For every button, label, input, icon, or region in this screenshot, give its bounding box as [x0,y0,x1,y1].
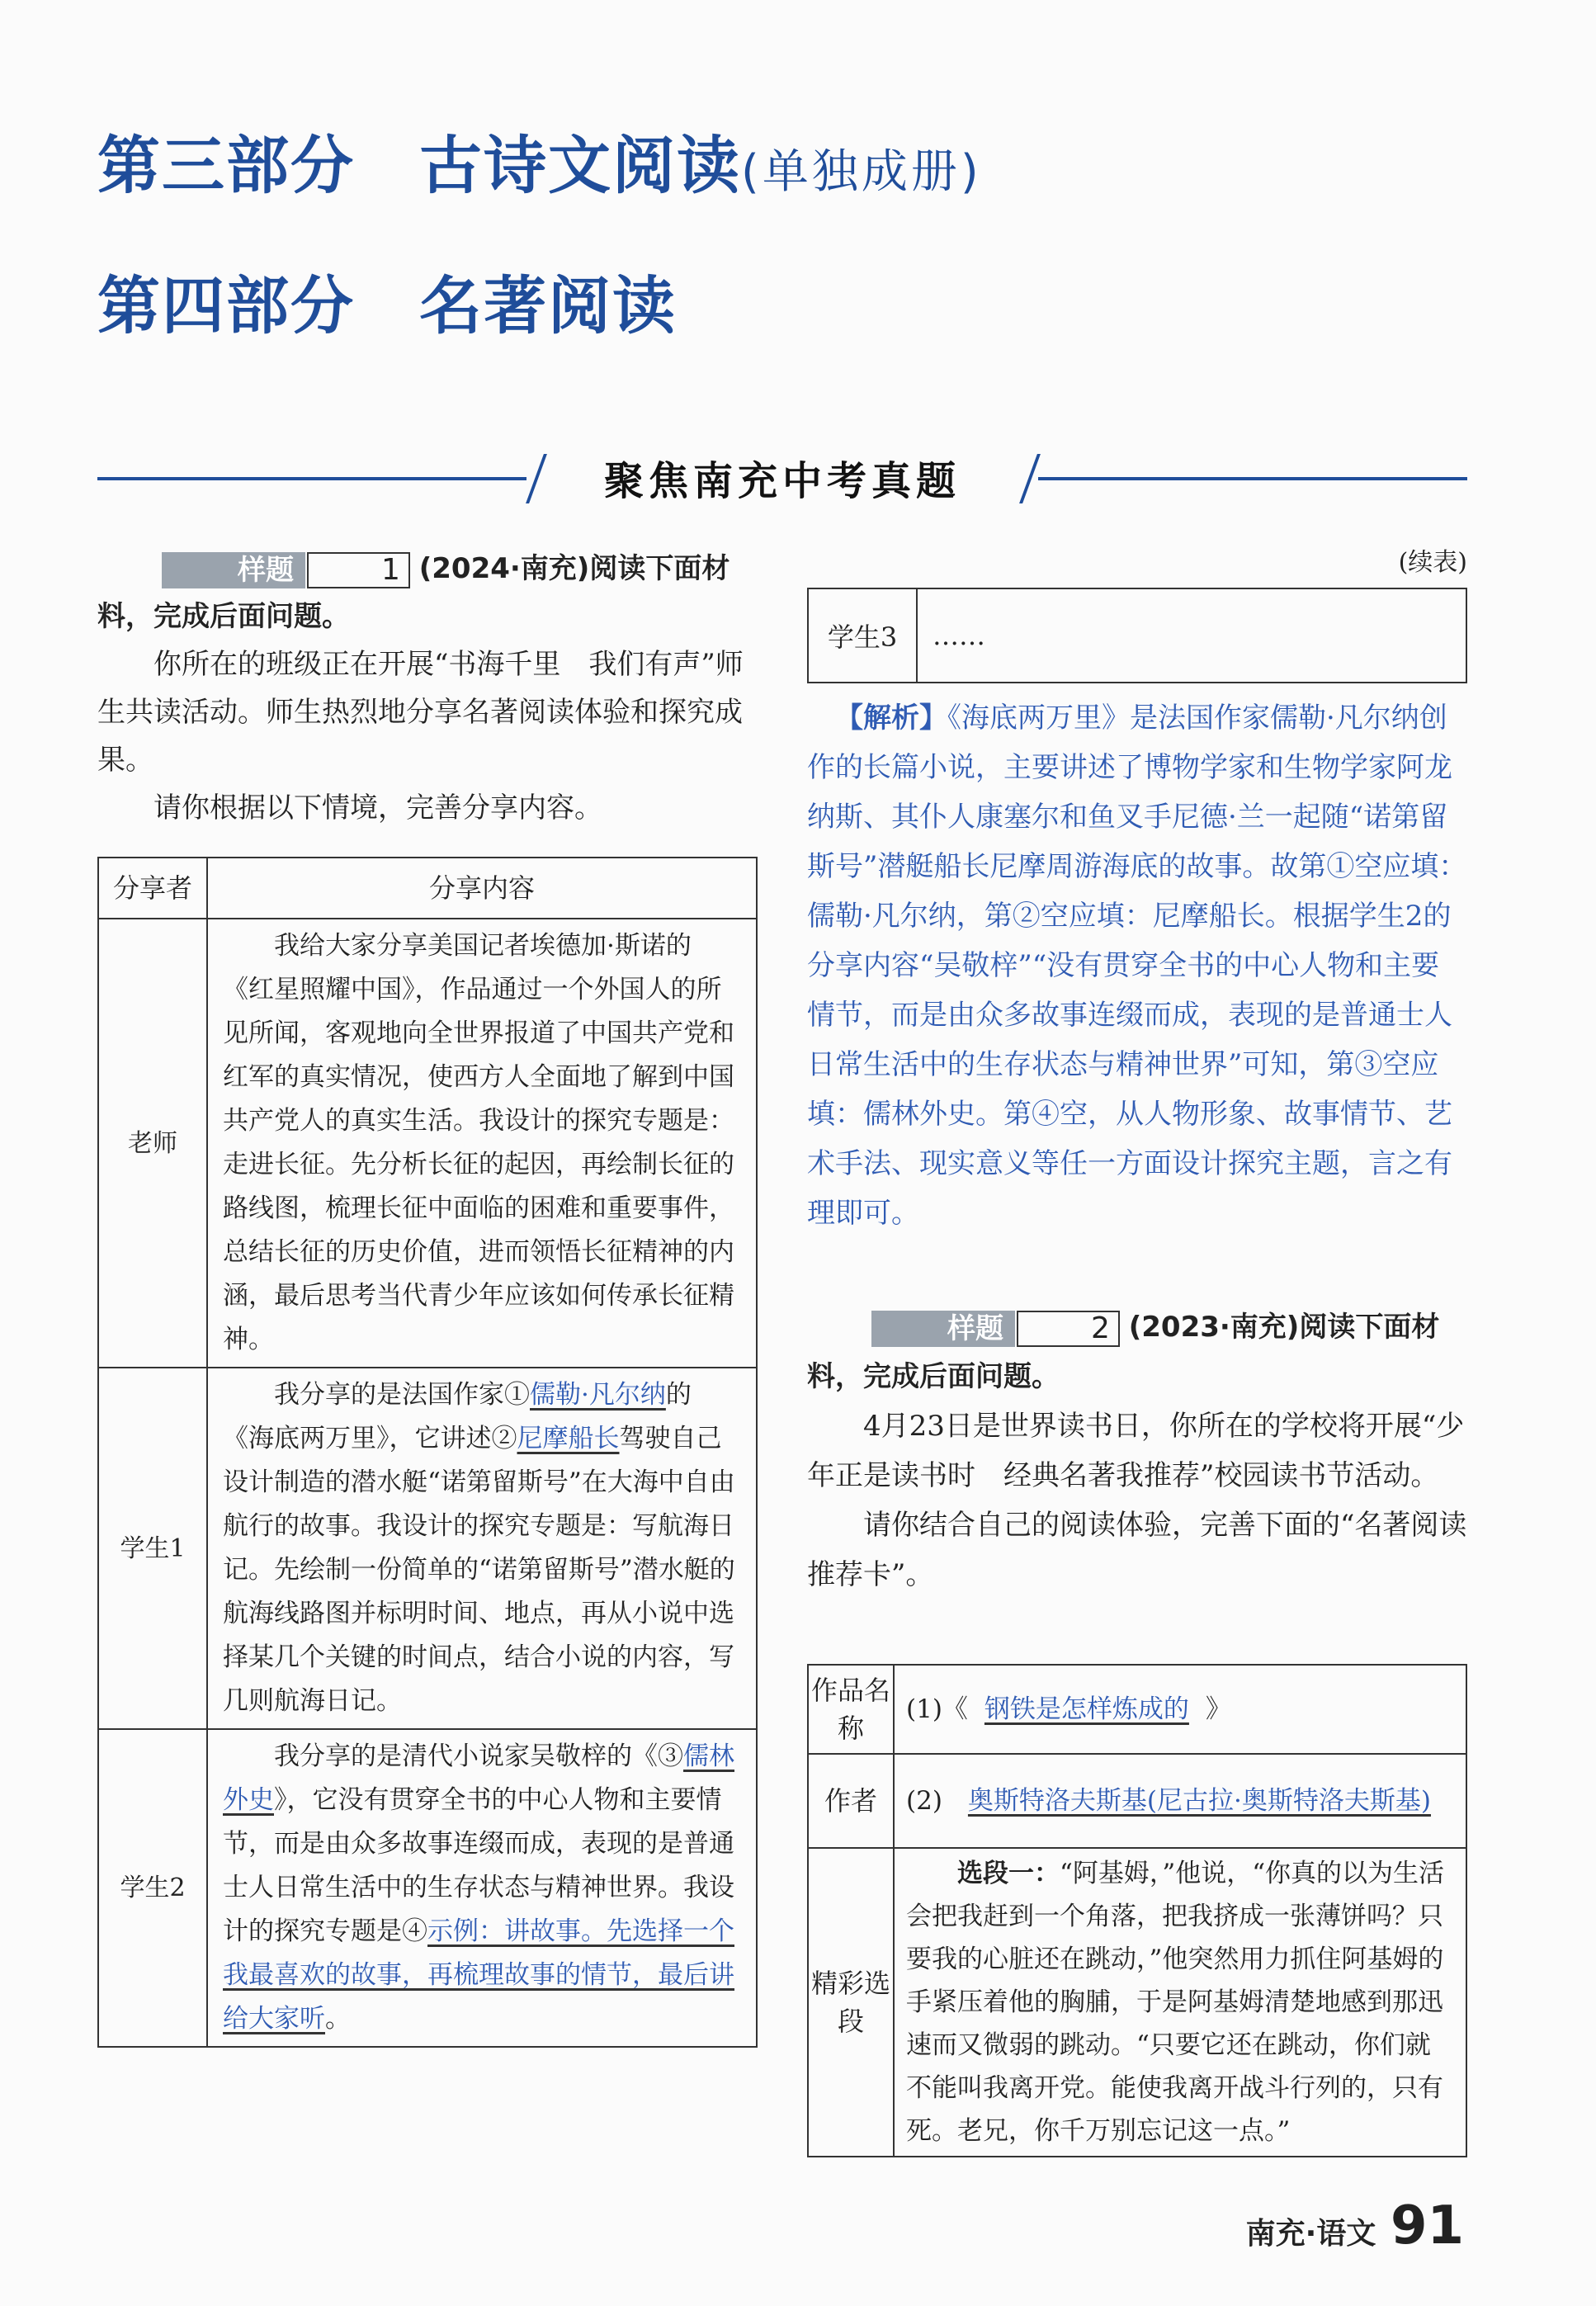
example1-heading [97,545,758,640]
section-banner [97,446,1467,512]
analysis-tag: 【解析】 [835,702,947,735]
answer-3: 儒林外史 [223,1741,734,1815]
page-number: 91 [1390,2195,1464,2256]
student1-content [207,1368,757,1729]
example1-block [97,545,758,832]
page-footer [1246,2195,1464,2256]
s1-text-a: 我分享的是法国作家① [274,1380,530,1410]
continued-table [807,588,1467,683]
part3-note: (单独成册) [741,145,982,199]
work-answer: 钢铁是怎样炼成的 [984,1694,1189,1724]
work-suffix: 》 [1205,1694,1231,1724]
work-value [894,1665,1466,1754]
s2-text-c: 。 [325,2004,351,2034]
example1-task: 请你根据以下情境，完善分享内容。 [153,792,602,825]
table-row [98,919,757,1368]
work-prefix: (1)《 [906,1694,968,1724]
author-answer: 奥斯特洛夫斯基(尼古拉·奥斯特洛夫斯基) [967,1786,1431,1816]
s2-text-a: 我分享的是清代小说家吴敬梓的《③ [274,1741,683,1771]
excerpt-text: “阿基姆，”他说，“你真的以为生活会把我赶到一个角落，把我挤成一张薄饼吗？只要我的心脏还在跳动，”他突然用力抓住阿基姆的手紧压着他的胸脯，于是阿基姆清楚地感到那迅速而又微弱的跳动。“只要它还在跳动，你们就不能叫我离开党。能使我离开战斗行列的，只有死。老兄，你千万别忘记这一点。” [906,1859,1445,2146]
part3-heading [97,116,982,206]
table-row [98,1729,757,2047]
analysis-text: 《海底两万里》是法国作家儒勒·凡尔纳创作的长篇小说，主要讲述了博物学家和生物学家阿龙纳斯、其仆人康塞尔和鱼叉手尼德·兰一起随“诺第留斯号”潜艇船长尼摩周游海底的故事。故第①空应填：儒勒·凡尔纳，第②空应填：尼摩船长。根据学生2的分享内容“吴敬梓”“没有贯穿全书的中心人物和主要情节，而是由众多故事连缀而成，表现的是普通士人日常生活中的生存状态与精神世界”可知，第③空应填：儒林外史。第④空，从人物形象、故事情节、艺术手法、现实意义等任一方面设计探究主题，言之有理即可。 [807,702,1467,1230]
table-row [98,1368,757,1729]
example2-tag: 样题 [871,1311,1015,1347]
continued-label: (续表) [1398,548,1467,577]
recommend-card [807,1664,1467,2157]
example1-tag: 样题 [162,552,305,588]
example1-source: (2024·南充)阅读下面材料，完成后面问题。 [97,552,730,633]
student3-label: 学生3 [808,588,917,683]
example1-intro: 你所在的班级正在开展“书海千里 我们有声”师生共读活动。师生热烈地分享名著阅读体验和探究成果。 [97,648,744,777]
example2-source: (2023·南充)阅读下面材料，完成后面问题。 [807,1311,1440,1393]
answer-2: 尼摩船长 [517,1424,620,1453]
part3-title: 第三部分 古诗文阅读 [97,129,741,202]
excerpt-title: 选段一： [957,1859,1060,1888]
s2-text-b: 》，它没有贯穿全书的中心人物和主要情节，而是由众多故事连缀而成，表现的是普通士人日常生活中的生存状态与精神世界。我设计的探究专题是④ [223,1785,734,1946]
footer-label: 南充·语文 [1245,2217,1376,2251]
example1-num: 1 [307,552,410,588]
work-label: 作品名称 [808,1665,894,1754]
example2-num: 2 [1017,1311,1120,1347]
s1-text-c: 驾驶自己设计制造的潜水艇“诺第留斯号”在大海中自由航行的故事。我设计的探究专题是：写航海日记。先绘制一份简单的“诺第留斯号”潜水艇的航海线路图并标明时间、地点，再从小说中选择某几个关键的时间点，结合小说的内容，写几则航海日记。 [223,1424,735,1716]
table-row [808,1848,1466,2157]
example2-heading [807,1302,1467,1401]
header-sharer: 分享者 [98,858,207,919]
author-value [894,1754,1466,1848]
answer-1: 儒勒·凡尔纳 [530,1380,666,1410]
excerpt-label: 精彩选段 [808,1848,894,2157]
author-prefix: (2) [906,1786,942,1816]
s1-text-b: 的《海底两万里》，它讲述② [223,1380,692,1453]
analysis-block [807,693,1467,1238]
excerpt-paragraph [906,1852,1454,2152]
student3-content: …… [917,588,1466,683]
teacher-content [207,919,757,1368]
table-row [808,1754,1466,1848]
header-content: 分享内容 [207,858,757,919]
example2-intro: 4月23日是世界读书日，你所在的学校将开展“少年正是读书时 经典名著我推荐”校园读书节活动。 [807,1410,1465,1492]
table-row [808,1665,1466,1754]
student1-label: 学生1 [98,1368,207,1729]
student2-text [223,1735,741,2041]
teacher-text: 我给大家分享美国记者埃德加·斯诺的《红星照耀中国》，作品通过一个外国人的所见所闻，客观地向全世界报道了中国共产党和红军的真实情况，使西方人全面地了解到中国共产党人的真实生活。我设计的探究专题是：走进长征。先分析长征的起因，再绘制长征的路线图，梳理长征中面临的困难和重要事件，总结长征的历史价值，进而领悟长征精神的内涵，最后思考当代青少年应该如何传承长征精神。 [223,931,734,1354]
example2-block [807,1302,1467,1600]
share-table [97,857,758,2048]
share-table-header [98,858,757,919]
example2-task: 请你结合自己的阅读体验，完善下面的“名著阅读推荐卡”。 [807,1509,1467,1591]
student1-text [223,1373,741,1723]
part4-heading [97,256,677,346]
author-label: 作者 [808,1754,894,1848]
part4-title: 第四部分 名著阅读 [97,269,677,343]
banner-title: 聚焦南充中考真题 [603,458,961,504]
analysis-paragraph [807,693,1467,1238]
student2-content [207,1729,757,2047]
student2-label: 学生2 [98,1729,207,2047]
answer-4: 示例：讲故事。先选择一个我最喜欢的故事，再梳理故事的情节，最后讲给大家听 [223,1916,734,2034]
table-row [808,588,1466,683]
banner-line-right [1038,477,1467,480]
teacher-label: 老师 [98,919,207,1368]
excerpt-value [894,1848,1466,2157]
